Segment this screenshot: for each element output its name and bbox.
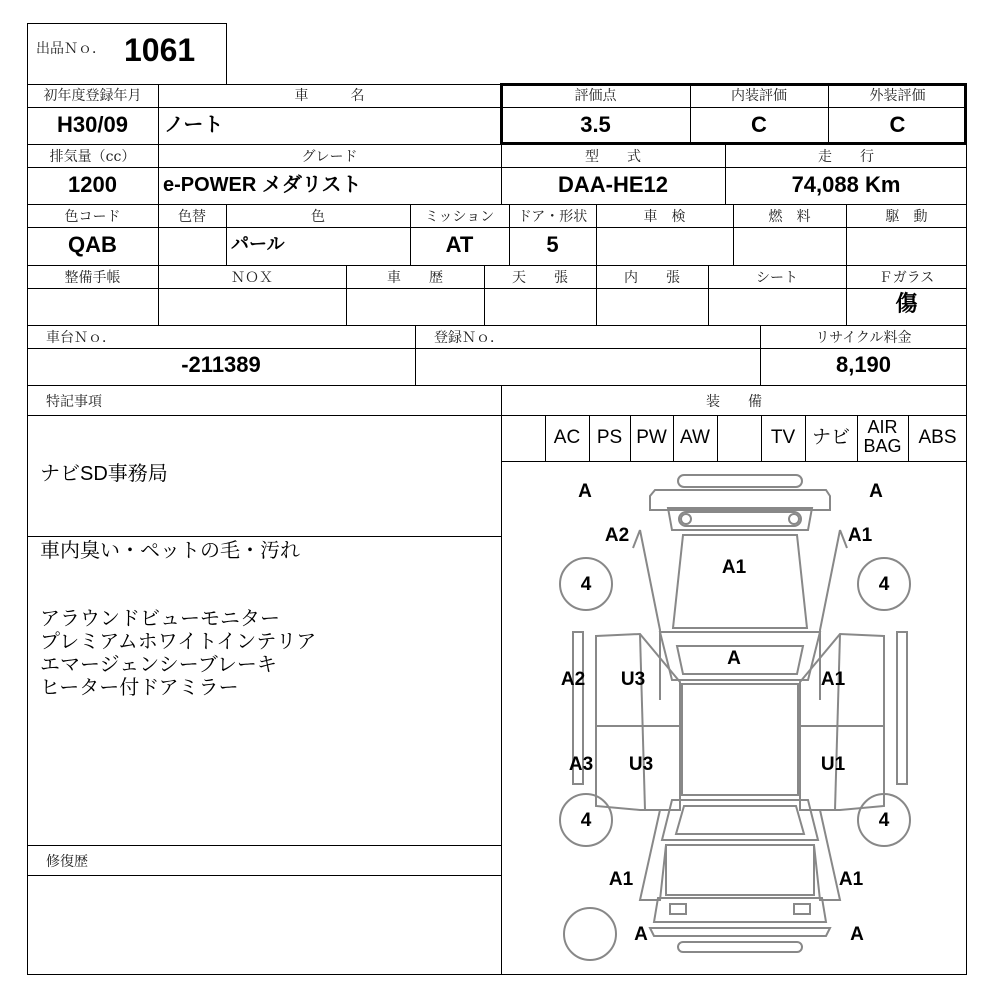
mileage-label: 走 行 bbox=[818, 149, 874, 165]
doors-label: ドア・形状 bbox=[517, 209, 588, 225]
rule bbox=[27, 536, 501, 537]
rule bbox=[27, 875, 501, 876]
doors-value: 5 bbox=[546, 232, 559, 257]
drive-label: 駆 動 bbox=[885, 209, 928, 225]
notes-line-2: 車内臭い・ペットの毛・汚れ bbox=[40, 540, 300, 562]
list-item: エマージェンシーブレーキ bbox=[40, 654, 277, 676]
equip-ps: PS bbox=[596, 427, 623, 448]
mark-tire-front-left: 4 bbox=[580, 574, 592, 595]
mark-tire-front-right: 4 bbox=[878, 574, 890, 595]
mark-left-rear-door: A3 bbox=[568, 754, 594, 775]
history-label: 車 歴 bbox=[387, 270, 443, 286]
mark-roof: A bbox=[727, 648, 741, 669]
chassis-value: -211389 bbox=[181, 352, 261, 377]
equip-abs: ABS bbox=[918, 427, 957, 448]
registration-label: 登録Ｎｏ． bbox=[434, 330, 504, 346]
model-label: 型 式 bbox=[585, 149, 641, 165]
first-reg-label: 初年度登録年月 bbox=[43, 88, 142, 104]
equip-airbag: AIR BAG bbox=[863, 417, 902, 456]
equip-pw: PW bbox=[636, 427, 667, 448]
list-item: アラウンドビューモニター bbox=[40, 608, 280, 630]
equip-tv: TV bbox=[770, 427, 796, 448]
color-value: パール bbox=[231, 234, 285, 254]
equip-aw: AW bbox=[680, 427, 710, 448]
transmission-label: ミッション bbox=[424, 209, 495, 225]
grade-value: e-POWER メダリスト bbox=[163, 174, 362, 196]
interior-value: C bbox=[751, 112, 767, 137]
mark-left-rear-door-inner: U3 bbox=[628, 754, 654, 775]
rule bbox=[27, 415, 967, 416]
f-glass-value: 傷 bbox=[895, 291, 918, 317]
inspection-label: 車 検 bbox=[643, 209, 686, 225]
notes-option-list bbox=[40, 608, 316, 700]
rule bbox=[27, 325, 967, 326]
rule bbox=[415, 325, 416, 385]
mark-rear-left-corner: A bbox=[634, 924, 648, 945]
rule bbox=[717, 415, 718, 461]
f-glass-label: Ｆガラス bbox=[878, 270, 935, 286]
fuel-label: 燃 料 bbox=[768, 209, 811, 225]
repair-history-label: 修復歴 bbox=[46, 854, 88, 870]
rule bbox=[27, 167, 967, 168]
rule bbox=[27, 385, 967, 386]
model-value: DAA-HE12 bbox=[557, 172, 669, 197]
notes-line-1: ナビSD事務局 bbox=[40, 463, 168, 485]
exterior-value: C bbox=[889, 112, 906, 137]
mark-front-left-fender: A2 bbox=[604, 525, 630, 546]
rule bbox=[27, 845, 501, 846]
grade-label: グレード bbox=[301, 149, 358, 165]
mark-front-right-corner: A bbox=[869, 481, 883, 502]
equipment-label: 装 備 bbox=[706, 394, 762, 410]
chassis-label: 車台Ｎｏ． bbox=[46, 330, 116, 346]
mark-tire-rear-left: 4 bbox=[580, 810, 592, 831]
car-body-diagram bbox=[501, 462, 967, 974]
car-name-label: 車 名 bbox=[294, 88, 365, 104]
equip-navi: ナビ bbox=[811, 427, 850, 448]
score-label: 評価点 bbox=[574, 88, 617, 104]
first-reg-value: H30/09 bbox=[57, 112, 128, 137]
mark-left-front-door: A2 bbox=[560, 669, 586, 690]
displacement-value: 1200 bbox=[68, 172, 117, 197]
mark-right-rear-door: U1 bbox=[820, 754, 846, 775]
interior-trim-label: 内 張 bbox=[624, 270, 680, 286]
mark-rear-right-corner: A bbox=[850, 924, 864, 945]
recycle-value: 8,190 bbox=[835, 352, 892, 377]
color-label: 色 bbox=[311, 209, 325, 225]
car-name-value: ノート bbox=[164, 114, 224, 136]
score-value: 3.5 bbox=[580, 112, 611, 137]
mark-front-right-fender: A1 bbox=[847, 525, 873, 546]
sunroof-label: 天 張 bbox=[512, 270, 568, 286]
transmission-value: AT bbox=[445, 232, 474, 257]
list-item: プレミアムホワイトインテリア bbox=[40, 631, 317, 653]
color-code-label: 色コード bbox=[64, 209, 121, 225]
lot-number-value: 1061 bbox=[124, 32, 196, 68]
maintenance-label: 整備手帳 bbox=[64, 270, 121, 286]
equip-ac: AC bbox=[553, 427, 581, 448]
mark-tire-rear-right: 4 bbox=[878, 810, 890, 831]
mark-left-front-door-inner: U3 bbox=[620, 669, 646, 690]
notes-label: 特記事項 bbox=[46, 394, 102, 410]
rule bbox=[27, 204, 967, 205]
rule bbox=[27, 288, 967, 289]
mark-rear-left-quarter: A1 bbox=[608, 869, 634, 890]
rule bbox=[27, 227, 967, 228]
lot-number-label: 出品Ｎｏ． bbox=[36, 41, 106, 57]
mark-front-left-corner: A bbox=[578, 481, 592, 502]
list-item: ヒーター付ドアミラー bbox=[40, 677, 239, 699]
displacement-label: 排気量（cc） bbox=[49, 149, 136, 165]
recycle-label: リサイクル料金 bbox=[815, 330, 912, 346]
nox-label: ＮＯＸ bbox=[231, 270, 273, 286]
color-code-value: QAB bbox=[68, 232, 117, 257]
rule bbox=[27, 348, 967, 349]
mileage-value: 74,088 Km bbox=[791, 172, 901, 197]
mark-hood: A1 bbox=[721, 557, 747, 578]
repaint-label: 色替 bbox=[178, 209, 206, 225]
mark-right-front-door: A1 bbox=[820, 669, 846, 690]
exterior-label: 外装評価 bbox=[869, 88, 926, 104]
rule bbox=[27, 265, 967, 266]
seat-label: シート bbox=[756, 270, 798, 286]
mark-rear-right-quarter: A1 bbox=[838, 869, 864, 890]
interior-label: 内装評価 bbox=[731, 88, 787, 104]
